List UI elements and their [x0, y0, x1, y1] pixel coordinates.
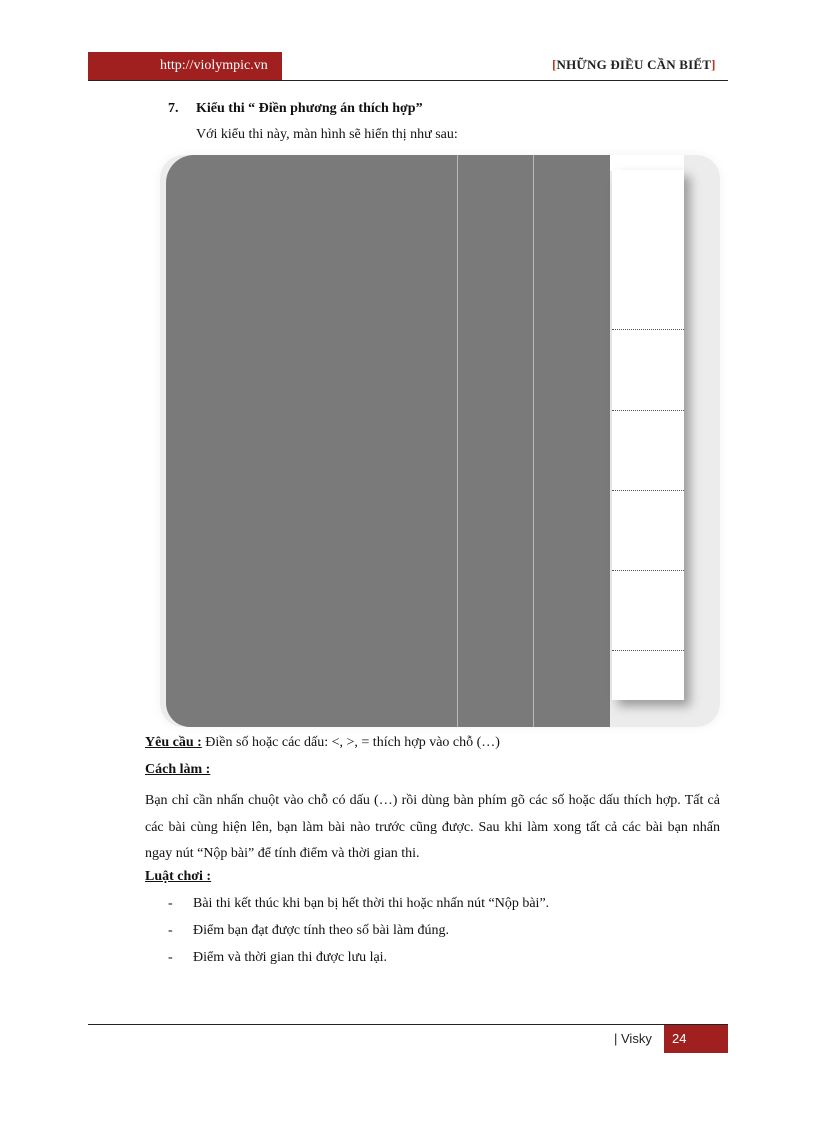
- rule-text: Điểm bạn đạt được tính theo số bài làm đúng.: [193, 923, 450, 938]
- method-label: Cách làm :: [145, 762, 211, 777]
- section-number: 7.: [168, 101, 179, 116]
- header-title: [552, 57, 716, 73]
- screenshot-dark-area: [166, 155, 610, 727]
- screenshot-divider: [533, 155, 534, 727]
- list-item: [168, 896, 549, 912]
- section-title: Kiểu thi “ Điền phương án thích hợp”: [196, 101, 423, 116]
- rule-text: Bài thi kết thúc khi bạn bị hết thời thi hoặc nhấn nút “Nộp bài”.: [193, 896, 550, 911]
- section-heading: [168, 101, 423, 117]
- header-title-text: NHỮNG ĐIỀU CẦN BIẾT: [556, 57, 712, 72]
- answer-slot-line: [612, 490, 684, 491]
- bullet-dash: -: [168, 950, 173, 965]
- requirement: [145, 735, 500, 751]
- answer-slot-line: [612, 329, 684, 330]
- header-bracket-close: ]: [711, 57, 716, 72]
- screenshot-panel-top: [610, 155, 684, 171]
- header-bracket-open: [: [552, 57, 557, 72]
- header-divider: [88, 80, 728, 81]
- rule-text: Điểm và thời gian thi được lưu lại.: [193, 950, 388, 965]
- bullet-dash: -: [168, 896, 173, 911]
- rules-label: Luật chơi :: [145, 869, 212, 884]
- page-number: 24: [664, 1025, 728, 1053]
- answer-slot-line: [612, 650, 684, 651]
- requirement-label: Yêu cầu :: [145, 735, 202, 750]
- section-intro: Với kiểu thi này, màn hình sẽ hiển thị như sau:: [196, 127, 458, 142]
- header-url: http://violympic.vn: [88, 52, 282, 80]
- method-heading: [145, 762, 210, 778]
- footer-brand: | Visky: [614, 1031, 652, 1046]
- bullet-dash: -: [168, 923, 173, 938]
- answer-slot-line: [612, 570, 684, 571]
- list-item: [168, 923, 449, 939]
- list-item: [168, 950, 387, 966]
- rules-heading: [145, 869, 211, 885]
- screenshot-answer-panel: [612, 170, 684, 700]
- requirement-text: Điền số hoặc các dấu: <, >, = thích hợp vào chỗ (…): [201, 735, 500, 750]
- answer-slot-line: [612, 410, 684, 411]
- method-text: Bạn chỉ cần nhấn chuột vào chỗ có dấu (…) rồi dùng bàn phím gõ các số hoặc dấu thích hợp. Tất cả các bài cùng hiện lên, bạn làm bài nào trước cũng được. Sau khi làm xong tất cả các bài bạn nhấn ngay nút “Nộp bài” để tính điểm và thời gian thi.: [145, 793, 720, 861]
- screenshot-divider: [457, 155, 458, 727]
- screenshot-image: [160, 155, 720, 727]
- footer-divider: [88, 1024, 728, 1025]
